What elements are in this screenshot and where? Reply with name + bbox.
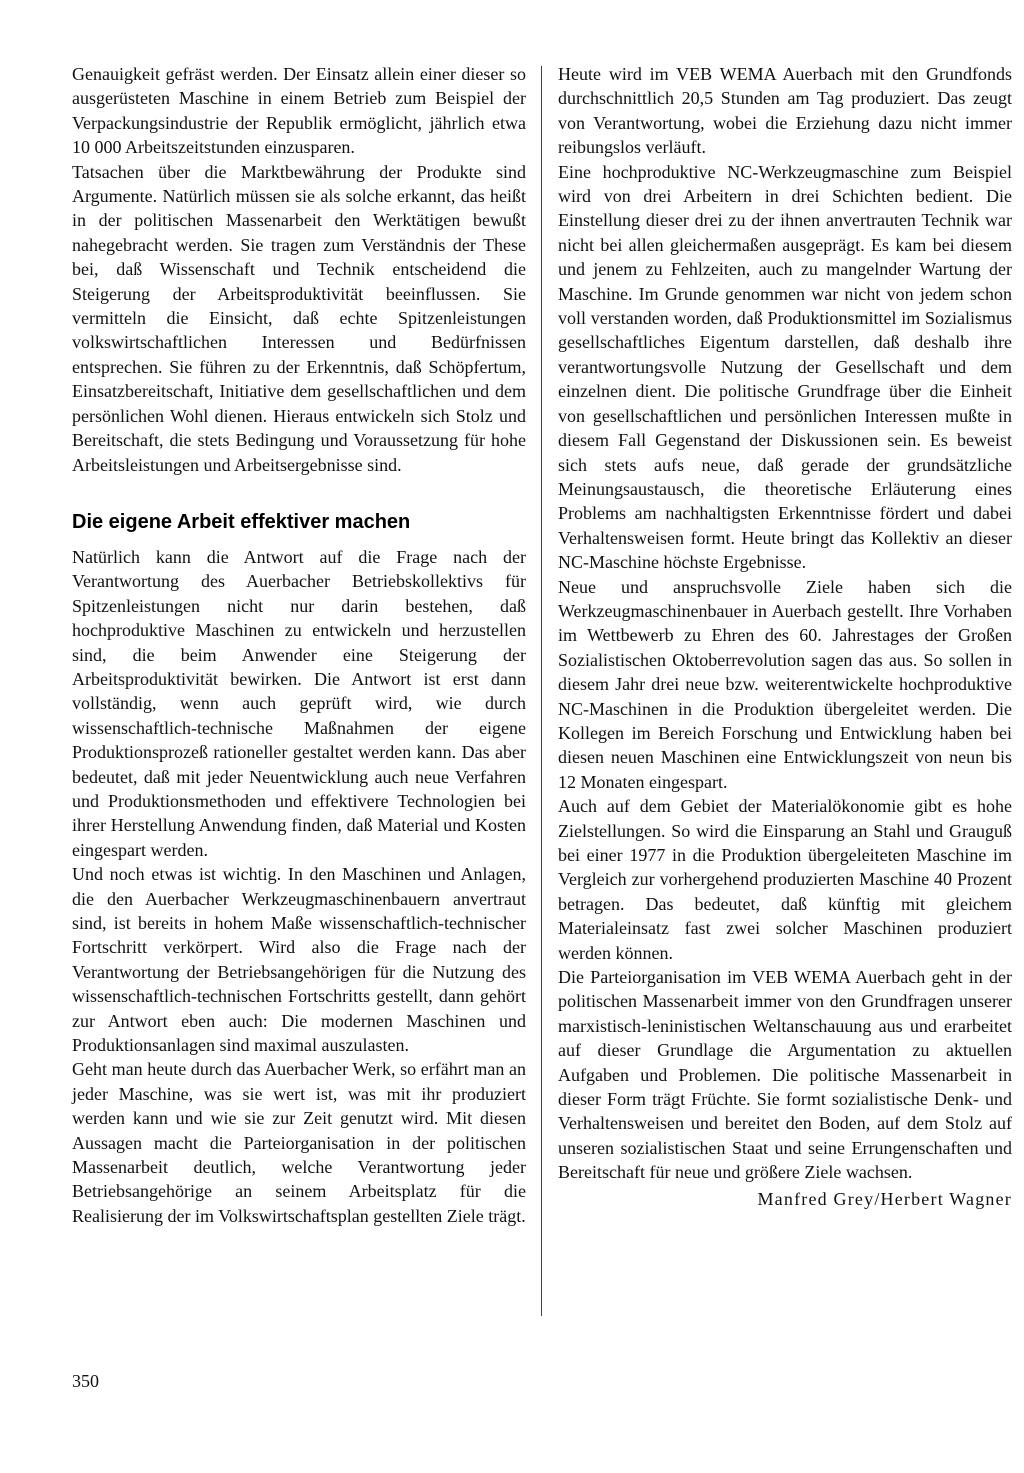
paragraph: Geht man heute durch das Auerbacher Werk, so erfährt man an jeder Maschine, was sie wert ist, was mit ihr produziert werden kann und wie sie zur Zeit genutzt wird. Mit diesen Aussagen macht die Parteiorganisation in der politischen Massenarbeit deutlich, welche Verantwortung jeder Betriebsangehörige an seinem Arbeitsplatz für die Realisierung der im Volkswirtschaftsplan gestellten Ziele trägt. xyxy=(72,1059,526,1226)
paragraph: Genauigkeit gefräst werden. Der Einsatz allein einer dieser so ausgerüsteten Maschine in einem Betrieb zum Beispiel der Verpackungsindustrie der Republik ermöglicht, jährlich etwa 10 000 Arbeitszeitstunden einzusparen. xyxy=(72,64,526,158)
column-divider xyxy=(541,66,542,1316)
paragraph: Heute wird im VEB WEMA Auerbach mit den Grundfonds durchschnittlich 20,5 Stunden am Tag produziert. Das zeugt von Verantwortung, wobei die Erziehung dazu nicht immer reibungslos verläuft. xyxy=(558,64,1012,158)
paragraph: Tatsachen über die Marktbewährung der Produkte sind Argumente. Natürlich müssen sie als solche erkannt, das heißt in der politischen Massenarbeit den Werktätigen bewußt nahegebracht werden. Sie tragen zum Verständnis der These bei, daß Wissenschaft und Technik entscheidend die Steigerung der Arbeitsproduktivität beeinflussen. Sie vermitteln die Einsicht, daß echte Spitzenleistungen volkswirtschaftlichen Interessen und Bedürfnissen entsprechen. Sie führen zu der Erkenntnis, daß Schöpfertum, Einsatzbereitschaft, Initiative dem gesellschaftlichen und dem persönlichen Wohl dienen. Hieraus entwickeln sich Stolz und Bereitschaft, die stets Bedingung und Voraussetzung für hohe Arbeitsleistungen und Arbeitsergebnisse sind. xyxy=(72,161,526,475)
author-byline: Manfred Grey/Herbert Wagner xyxy=(757,1188,1012,1209)
right-column xyxy=(558,62,1012,1211)
paragraph: Neue und anspruchsvolle Ziele haben sich die Werkzeugmaschinenbauer in Auerbach gestellt. Ihre Vorhaben im Wettbewerb zu Ehren des 60. Jahrestages der Großen Sozialistischen Oktoberrevolution sagen das aus. So sollen in diesem Jahr drei neue bzw. weiterentwickelte hochproduktive NC-Maschinen in die Produktion übergeleitet werden. Die Kollegen im Bereich Forschung und Entwicklung haben bei diesen neuen Maschinen eine Entwicklungszeit von neun bis 12 Monaten eingespart. xyxy=(558,576,1012,792)
left-column xyxy=(72,62,526,1228)
section-heading: Die eigene Arbeit effektiver machen xyxy=(72,510,411,533)
paragraph: Eine hochproduktive NC-Werkzeugmaschine zum Beispiel wird von drei Arbeitern in drei Schichten bedient. Die Einstellung dieser drei zu der ihnen anvertrauten Technik war nicht bei allen gleichermaßen ausgeprägt. Es kam bei diesem und jenem zu Fehlzeiten, auch zu mangelnder Wartung der Maschine. Im Grunde genommen war nicht von jedem schon voll verstanden worden, daß Produktionsmittel im Sozialismus gesellschaftliches Eigentum darstellen, daß deshalb ihre verantwortungsvolle Nutzung der Gesellschaft und dem einzelnen dient. Die politische Grundfrage über die Einheit von gesellschaftlichen und persönlichen Interessen mußte in diesem Fall Gegenstand der Diskussionen sein. Es beweist sich stets aufs neue, daß gerade der grundsätzliche Meinungsaustausch, die theoretische Erläuterung eines Problems am nachhaltigsten Erkenntnisse fördert und dabei Verhaltensweisen formt. Heute bringt das Kollektiv an dieser NC-Maschine höchste Ergebnisse. xyxy=(558,161,1012,573)
paragraph: Die Parteiorganisation im VEB WEMA Auerbach geht in der politischen Massenarbeit immer von den Grundfragen unserer marxistisch-leninistischen Weltanschauung aus und erarbeitet auf dieser Grundlage die Argumentation zu aktuellen Aufgaben und Problemen. Die politische Massenarbeit in dieser Form trägt Früchte. Sie formt sozialistische Denk- und Verhaltensweisen und bereitet den Boden, auf dem Stolz auf unseren sozialistischen Staat und seine Errungenschaften und Bereitschaft für neue und größere Ziele wachsen. xyxy=(558,967,1012,1183)
page-number: 350 xyxy=(72,1371,99,1391)
paragraph: Und noch etwas ist wichtig. In den Maschinen und Anlagen, die den Auerbacher Werkzeugmaschinenbauern anvertraut sind, ist bereits in hohem Maße wissenschaftlich-technischer Fortschritt verkörpert. Wird also die Frage nach der Verantwortung der Betriebsangehörigen für die Nutzung des wissenschaftlich-technischen Fortschritts gestellt, dann gehört zur Antwort eben auch: Die modernen Maschinen und Produktionsanlagen sind maximal auszulasten. xyxy=(72,864,526,1056)
paragraph: Natürlich kann die Antwort auf die Frage nach der Verantwortung des Auerbacher Betriebskollektivs für Spitzenleistungen nicht nur darin bestehen, daß hochproduktive Maschinen zu entwickeln und herzustellen sind, die beim Anwender eine Steigerung der Arbeitsproduktivität bewirken. Die Antwort ist erst dann vollständig, wenn auch geprüft wird, wie durch wissenschaftlich-technische Maßnahmen der eigene Produktionsprozeß rationeller gestaltet werden kann. Das aber bedeutet, daß mit jeder Neuentwicklung auch neue Verfahren und Produktionsmethoden und effektivere Technologien bei ihrer Herstellung Anwendung finden, daß Material und Kosten eingespart werden. xyxy=(72,546,526,860)
paragraph: Auch auf dem Gebiet der Materialökonomie gibt es hohe Zielstellungen. So wird die Einsparung an Stahl und Grauguß bei einer 1977 in die Produktion übergeleiteten Maschine im Vergleich zur vorhergehend produzierten Maschine 40 Prozent betragen. Das bedeutet, daß künftig mit gleichem Materialeinsatz fast zwei solcher Maschinen produziert werden können. xyxy=(558,796,1012,963)
